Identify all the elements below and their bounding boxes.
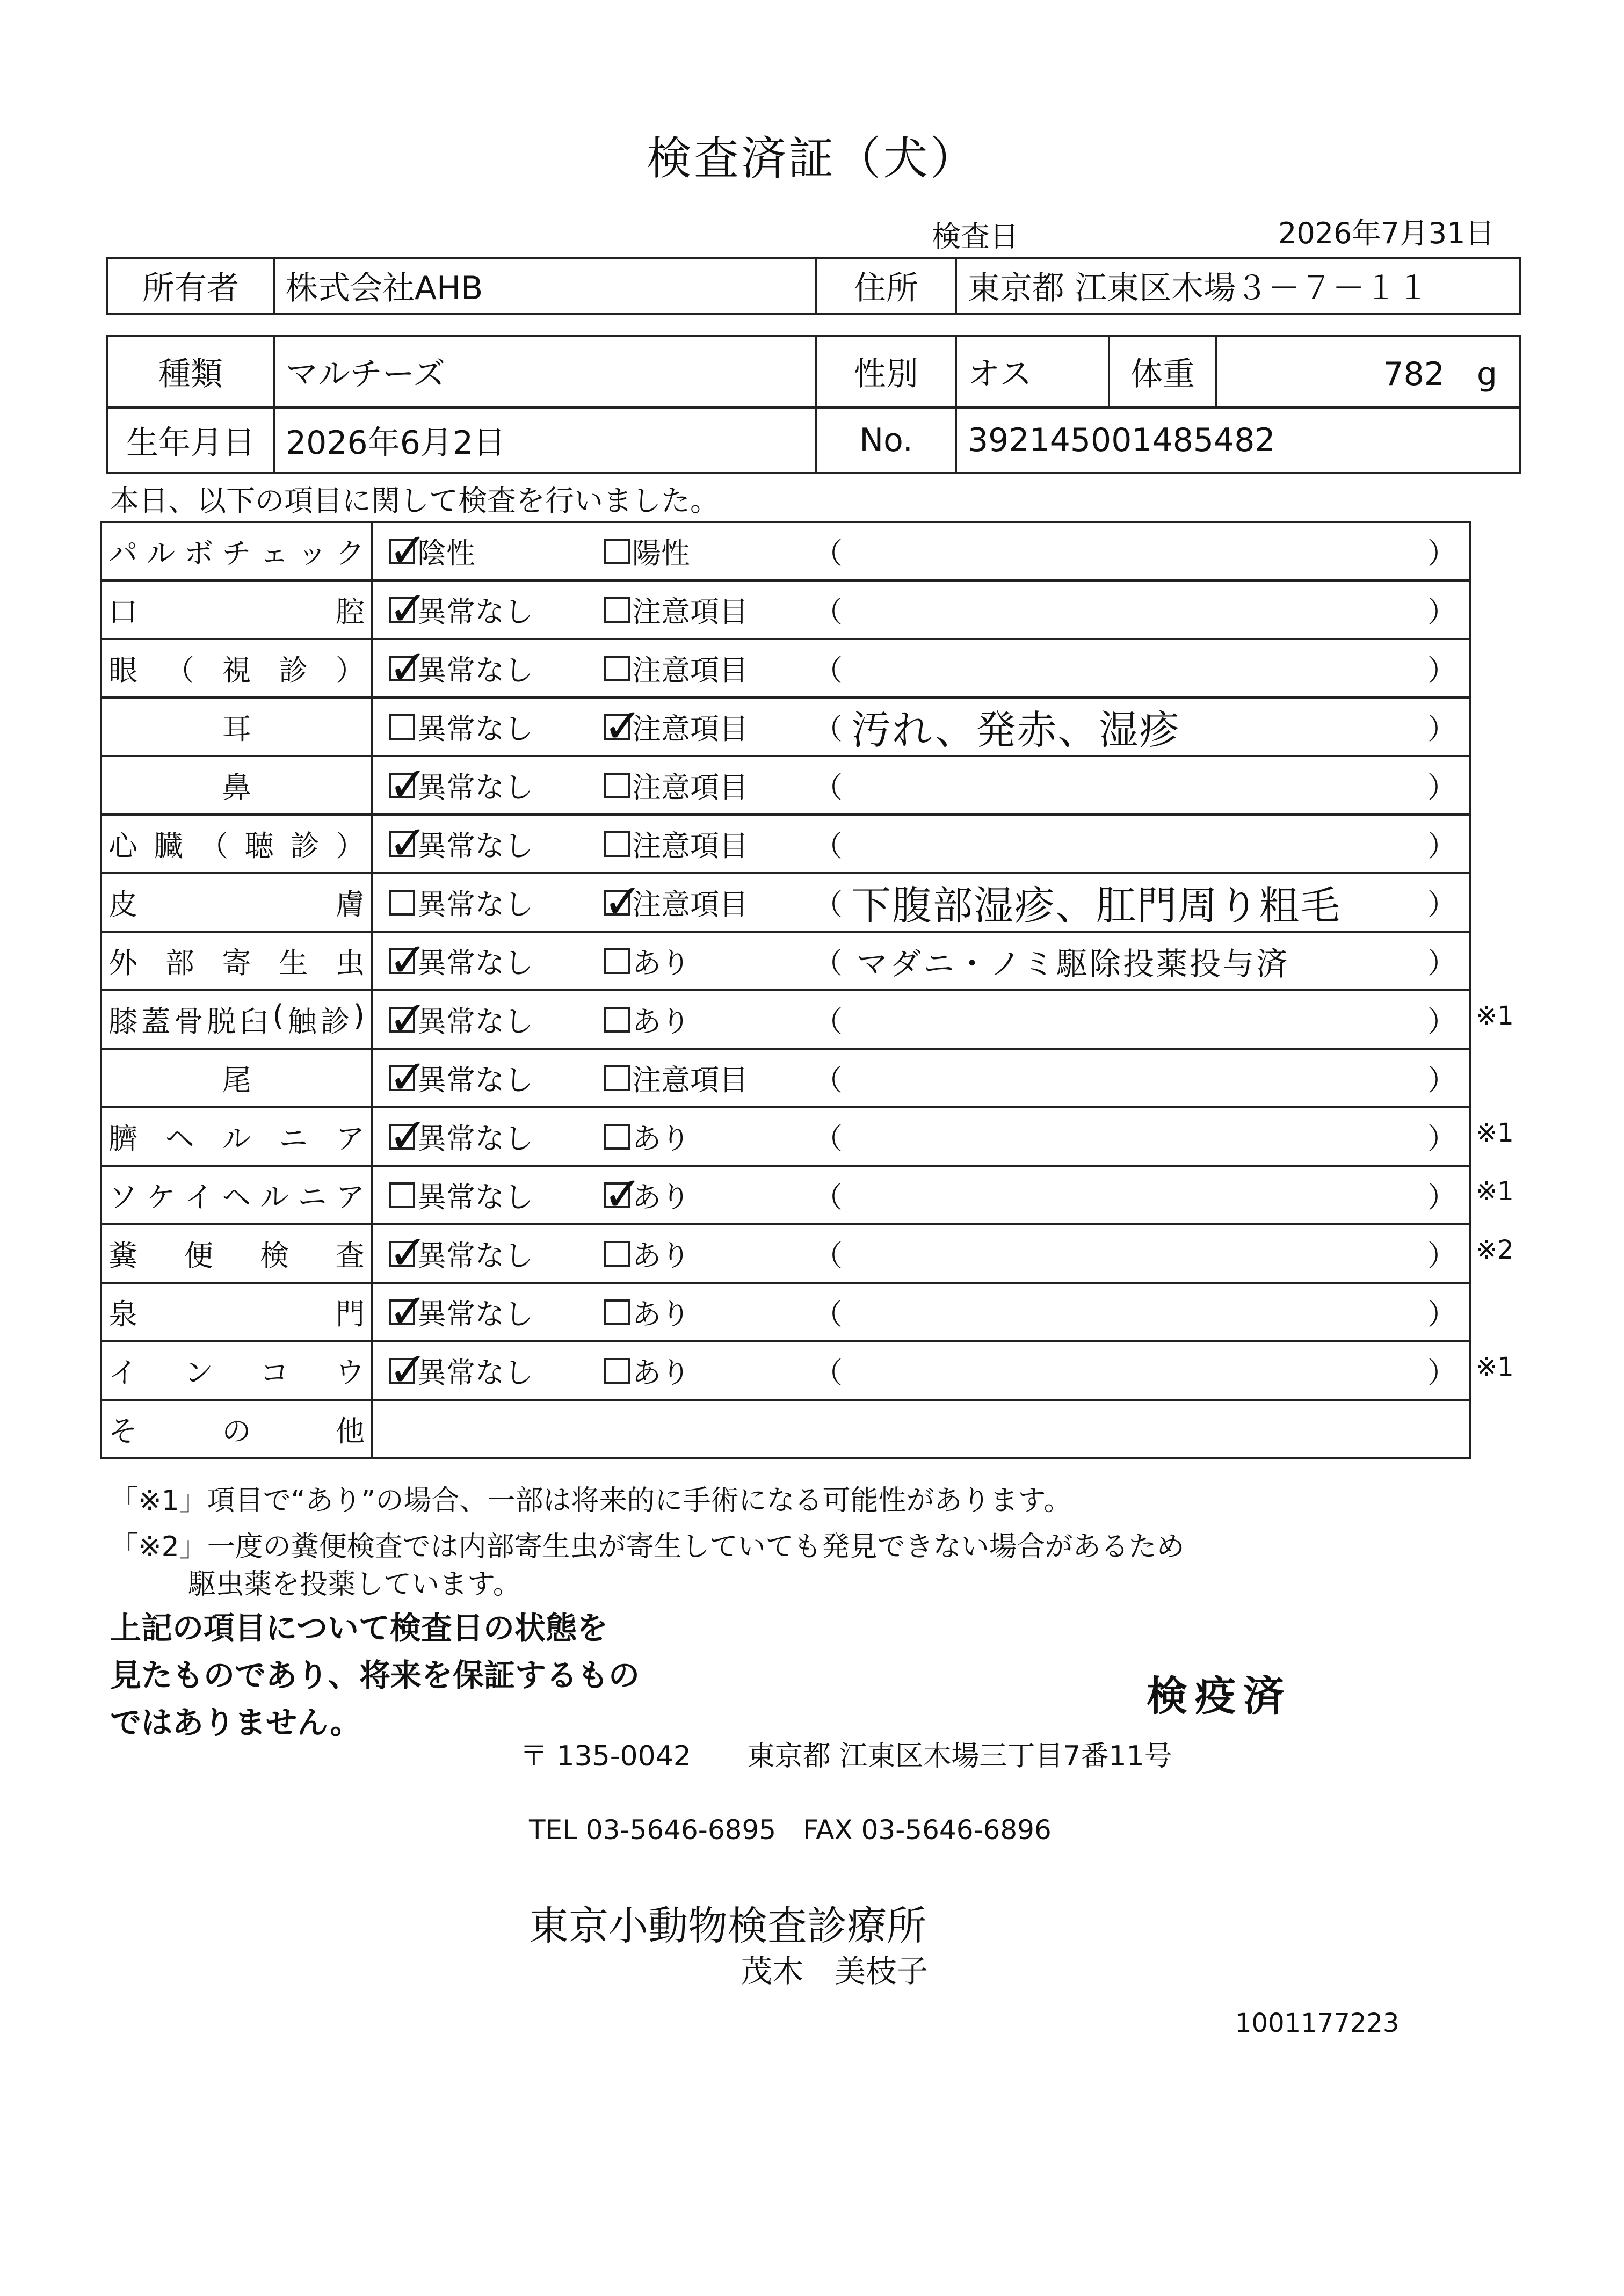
- checkbox-label: 異常なし: [417, 1356, 533, 1390]
- paren-open: （: [814, 1356, 843, 1390]
- checkmark-icon: ✓: [388, 1049, 428, 1105]
- disclaimer-line: 上記の項目について検査日の状態を: [110, 1610, 608, 1646]
- paren-close: ）: [1427, 1239, 1456, 1273]
- paren-close: ）: [1427, 1297, 1456, 1331]
- exam-item-text: 糞 便 検 査: [108, 1239, 365, 1273]
- paren-open: （: [814, 1239, 843, 1273]
- checkbox[interactable]: [604, 1065, 630, 1091]
- exam-item-text: 口 腔: [108, 595, 365, 629]
- checkbox[interactable]: [389, 890, 415, 916]
- checkbox[interactable]: [388, 1107, 428, 1163]
- checkbox-label: あり: [632, 1356, 690, 1390]
- checkbox-label: 注意項目: [632, 712, 748, 746]
- checkbox-label: 異常なし: [417, 829, 533, 863]
- exam-options: [372, 756, 1470, 815]
- exam-options: [372, 1049, 1470, 1107]
- paren-close: ）: [1427, 1180, 1456, 1214]
- checkbox[interactable]: [389, 1182, 415, 1208]
- exam-options: [372, 639, 1470, 697]
- checkbox-label: 異常なし: [417, 1063, 533, 1097]
- checkbox-option[interactable]: [604, 1116, 690, 1157]
- checkbox[interactable]: [604, 831, 630, 857]
- checkbox-label: 陰性: [417, 536, 475, 570]
- exam-row: [101, 1049, 1470, 1107]
- paren-close: ）: [1427, 1122, 1456, 1156]
- paren-open: （: [814, 946, 843, 980]
- checkbox[interactable]: [388, 932, 428, 987]
- checkbox[interactable]: [604, 656, 630, 681]
- exam-options: [372, 580, 1470, 639]
- dob-value: 2026年6月2日: [274, 408, 816, 473]
- checkbox[interactable]: [388, 1341, 428, 1397]
- checkbox-label: 注意項目: [632, 595, 748, 629]
- exam-item-text: イ ン コ ウ: [108, 1356, 365, 1390]
- checkbox-option[interactable]: [604, 1291, 690, 1333]
- other-notes-field[interactable]: [372, 1400, 1470, 1458]
- checkbox-option[interactable]: [603, 1166, 690, 1222]
- checkbox[interactable]: [388, 815, 428, 870]
- checkbox-label: 異常なし: [417, 1180, 533, 1214]
- checkbox-label: 注意項目: [632, 653, 748, 687]
- exam-row: [101, 580, 1470, 639]
- address-label: 住所: [816, 258, 956, 314]
- paren-open: （: [814, 1005, 843, 1038]
- exam-item-label: [101, 932, 372, 990]
- checkbox-option[interactable]: [603, 873, 748, 929]
- exam-row: [101, 1283, 1470, 1341]
- paren-close: ）: [1427, 1356, 1456, 1390]
- paren-close: ）: [1427, 536, 1456, 570]
- footnote-2-continued: 駆虫薬を投薬しています。: [188, 1568, 521, 1601]
- owner-label: 所有者: [107, 258, 274, 314]
- paren-open: （: [814, 1063, 843, 1097]
- side-note-mark: ※2: [1476, 1235, 1514, 1265]
- paren-close: ）: [1427, 946, 1456, 980]
- checkbox-option[interactable]: [389, 706, 533, 747]
- exam-row: [101, 873, 1470, 932]
- checkbox-option[interactable]: [604, 531, 690, 572]
- checkbox-option[interactable]: [604, 648, 748, 689]
- exam-note: マダニ・ノミ駆除投薬投与済: [857, 945, 1290, 982]
- exam-options: [372, 1224, 1470, 1283]
- exam-item-text: 皮 膚: [108, 888, 365, 921]
- exam-row: [101, 1166, 1470, 1224]
- checkbox[interactable]: [604, 597, 630, 623]
- paren-close: ）: [1427, 595, 1456, 629]
- exam-options: [372, 1166, 1470, 1224]
- page-title: 検査済証（犬）: [646, 132, 977, 185]
- checkbox-option[interactable]: [604, 1350, 690, 1391]
- checkmark-icon: ✓: [388, 1107, 428, 1163]
- paren-close: ）: [1427, 712, 1456, 746]
- owner-table: [106, 257, 1521, 315]
- checkbox-label: 異常なし: [417, 946, 533, 980]
- exam-item-label: [101, 1049, 372, 1107]
- exam-item-text: 眼 （ 視 診 ）: [108, 653, 365, 687]
- footnote-2: 「※2」一度の糞便検査では内部寄生虫が寄生していても発見できない場合があるため: [110, 1531, 1185, 1563]
- checkmark-icon: ✓: [388, 1224, 428, 1280]
- exam-row: [101, 639, 1470, 697]
- inspection-date-label: 検査日: [932, 220, 1019, 253]
- exam-item-text: 膝 蓋 骨 脱 臼 ( 触 診 ): [108, 999, 365, 1038]
- exam-item-text: パ ル ボ チ ェ ッ ク: [108, 536, 365, 570]
- exam-item-label: [101, 1400, 372, 1458]
- disclaimer: [110, 1604, 640, 1746]
- exam-item-label: [101, 873, 372, 932]
- checkbox-option[interactable]: [604, 765, 748, 806]
- address-value: 東京都 江東区木場３－７－１１: [956, 258, 1520, 314]
- exam-note: 下腹部湿疹、肛門周り粗毛: [851, 882, 1341, 929]
- checkbox[interactable]: [388, 1049, 428, 1105]
- checkbox-option[interactable]: [388, 815, 533, 870]
- paren-close: ）: [1427, 888, 1456, 921]
- paren-open: （: [814, 829, 843, 863]
- checkbox-option[interactable]: [388, 756, 533, 812]
- checkbox-option[interactable]: [604, 589, 748, 630]
- checkmark-icon: ✓: [388, 522, 428, 578]
- checkmark-icon: ✓: [388, 756, 428, 812]
- disclaimer-line: ではありません。: [110, 1704, 361, 1741]
- exam-item-label: [101, 1283, 372, 1341]
- exam-options: [372, 873, 1470, 932]
- exam-item-label: [101, 639, 372, 697]
- exam-row: [101, 1224, 1470, 1283]
- exam-item-label: [101, 522, 372, 580]
- checkbox-option[interactable]: [388, 932, 533, 987]
- paren-open: （: [814, 536, 843, 570]
- exam-item-text: そ の 他: [108, 1414, 365, 1448]
- checkbox-label: あり: [632, 1122, 690, 1156]
- paren-close: ）: [1427, 1063, 1456, 1097]
- checkmark-icon: ✓: [603, 1166, 643, 1222]
- checkbox[interactable]: [388, 1283, 428, 1339]
- weight-value: 782 g: [1216, 336, 1520, 408]
- checkbox[interactable]: [604, 1358, 630, 1384]
- document-number: 1001177223: [1235, 2008, 1400, 2038]
- checkbox-label: あり: [632, 946, 690, 980]
- no-value: 392145001485482: [956, 408, 1520, 473]
- checkbox[interactable]: [603, 697, 643, 753]
- checkbox-option[interactable]: [388, 1049, 533, 1105]
- exam-item-label: [101, 815, 372, 873]
- checkbox-label: 注意項目: [632, 829, 748, 863]
- sex-label: 性別: [816, 336, 956, 408]
- checkbox-option[interactable]: [604, 1057, 748, 1099]
- exam-options: [372, 815, 1470, 873]
- clinic-phone-fax: TEL 03-5646-6895 FAX 03-5646-6896: [529, 1814, 1052, 1845]
- checkbox[interactable]: [604, 1007, 630, 1033]
- checkmark-icon: ✓: [388, 1341, 428, 1397]
- sex-value: オス: [956, 336, 1109, 408]
- checkbox-option[interactable]: [388, 639, 533, 695]
- checkbox[interactable]: [604, 948, 630, 974]
- weight-label: 体重: [1109, 336, 1216, 408]
- checkmark-icon: ✓: [388, 1283, 428, 1339]
- side-note-mark: ※1: [1476, 1352, 1514, 1382]
- veterinarian-name: 茂木 美枝子: [741, 1953, 929, 1989]
- checkbox-label: あり: [632, 1239, 690, 1273]
- checkbox-label: 異常なし: [417, 771, 533, 804]
- exam-row: [101, 815, 1470, 873]
- breed-label: 種類: [107, 336, 274, 408]
- exam-item-label: [101, 697, 372, 756]
- footnote-1: 「※1」項目で“あり”の場合、一部は将来的に手術になる可能性があります。: [110, 1485, 1072, 1517]
- checkbox-label: 注意項目: [632, 888, 748, 921]
- checkbox-option[interactable]: [388, 1341, 533, 1397]
- exam-row-other: [101, 1400, 1470, 1458]
- animal-table: [106, 335, 1521, 474]
- disclaimer-line: 見たものであり、将来を保証するもの: [110, 1657, 640, 1694]
- paren-open: （: [814, 1180, 843, 1214]
- checkbox[interactable]: [388, 1224, 428, 1280]
- exam-options: [372, 990, 1470, 1049]
- exam-item-label: [101, 1341, 372, 1400]
- checkbox[interactable]: [604, 539, 630, 564]
- checkbox-label: 異常なし: [417, 712, 533, 746]
- checkbox-label: 陽性: [632, 536, 690, 570]
- checkbox-label: 異常なし: [417, 888, 533, 921]
- clinic-name: 東京小動物検査診療所: [529, 1903, 926, 1949]
- exam-row: [101, 932, 1470, 990]
- checkbox[interactable]: [604, 1299, 630, 1325]
- paren-close: ）: [1427, 653, 1456, 687]
- exam-row: [101, 990, 1470, 1049]
- checkbox-label: あり: [632, 1180, 690, 1214]
- exam-table: [100, 521, 1471, 1459]
- exam-item-text: 尾: [222, 1063, 251, 1097]
- checkbox[interactable]: [604, 1241, 630, 1267]
- checkbox-label: 異常なし: [417, 595, 533, 629]
- exam-options: [372, 697, 1470, 756]
- checkbox-label: 注意項目: [632, 771, 748, 804]
- paren-close: ）: [1427, 1005, 1456, 1038]
- checkbox-label: 異常なし: [417, 653, 533, 687]
- checkbox-label: 異常なし: [417, 1005, 533, 1038]
- exam-row: [101, 756, 1470, 815]
- checkbox-option[interactable]: [389, 1174, 533, 1216]
- checkmark-icon: ✓: [388, 815, 428, 870]
- checkbox[interactable]: [603, 1166, 643, 1222]
- exam-options: [372, 932, 1470, 990]
- checkbox[interactable]: [389, 714, 415, 740]
- exam-item-text: 心 臓 （ 聴 診 ）: [108, 829, 365, 863]
- checkbox-label: あり: [632, 1005, 690, 1038]
- paren-open: （: [814, 712, 843, 746]
- checkbox-option[interactable]: [388, 990, 533, 1046]
- checkmark-icon: ✓: [603, 697, 643, 753]
- exam-item-text: 泉 門: [108, 1297, 365, 1331]
- paren-open: （: [814, 653, 843, 687]
- paren-close: ）: [1427, 771, 1456, 804]
- exam-options: [372, 522, 1470, 580]
- exam-row: [101, 522, 1470, 580]
- exam-item-label: [101, 580, 372, 639]
- exam-item-label: [101, 1107, 372, 1166]
- checkbox-label: 異常なし: [417, 1297, 533, 1331]
- checkbox-option[interactable]: [388, 1283, 533, 1339]
- checkbox-option[interactable]: [604, 1233, 690, 1274]
- checkmark-icon: ✓: [388, 639, 428, 695]
- checkbox[interactable]: [388, 522, 428, 578]
- side-note-mark: ※1: [1476, 1118, 1514, 1148]
- paren-open: （: [814, 1297, 843, 1331]
- paren-open: （: [814, 888, 843, 921]
- checkbox-label: 注意項目: [632, 1063, 748, 1097]
- exam-item-text: ソ ケ イ ヘ ル ニ ア: [108, 1180, 365, 1214]
- checkbox-option[interactable]: [388, 1224, 533, 1280]
- checkbox-option[interactable]: [604, 999, 690, 1040]
- exam-item-label: [101, 990, 372, 1049]
- exam-row: [101, 1107, 1470, 1166]
- exam-item-text: 臍 ヘ ル ニ ア: [108, 1122, 365, 1156]
- owner-value: 株式会社AHB: [274, 258, 816, 314]
- checkbox[interactable]: [388, 990, 428, 1046]
- side-note-mark: ※1: [1476, 1001, 1514, 1031]
- checkmark-icon: ✓: [388, 580, 428, 636]
- clinic-address: 〒 135-0042 東京都 江東区木場三丁目7番11号: [520, 1740, 1172, 1772]
- no-label: No.: [816, 408, 956, 473]
- checkbox[interactable]: [388, 580, 428, 636]
- checkbox-option[interactable]: [388, 580, 533, 636]
- checkbox[interactable]: [388, 756, 428, 812]
- checkbox-option[interactable]: [604, 940, 690, 982]
- exam-item-label: [101, 1166, 372, 1224]
- checkbox[interactable]: [603, 873, 643, 929]
- checkmark-icon: ✓: [388, 990, 428, 1046]
- paren-open: （: [814, 595, 843, 629]
- exam-options: [372, 1107, 1470, 1166]
- checkmark-icon: ✓: [388, 932, 428, 987]
- exam-item-text: 外 部 寄 生 虫: [108, 946, 365, 980]
- checkbox-option[interactable]: [388, 1107, 533, 1163]
- checkbox-label: 異常なし: [417, 1122, 533, 1156]
- side-note-mark: ※1: [1476, 1176, 1514, 1207]
- intro-text: 本日、以下の項目に関して検査を行いました。: [110, 484, 719, 518]
- exam-item-label: [101, 756, 372, 815]
- checkbox[interactable]: [388, 639, 428, 695]
- checkbox-option[interactable]: [604, 823, 748, 864]
- dob-label: 生年月日: [107, 408, 274, 473]
- exam-item-text: 鼻: [222, 771, 251, 804]
- checkbox[interactable]: [604, 773, 630, 798]
- exam-item-text: 耳: [222, 712, 251, 746]
- checkmark-icon: ✓: [603, 873, 643, 929]
- exam-options: [372, 1283, 1470, 1341]
- inspection-date-value: 2026年7月31日: [1278, 216, 1495, 250]
- quarantine-stamp: 検疫済: [1147, 1672, 1292, 1720]
- paren-open: （: [814, 771, 843, 804]
- checkbox-option[interactable]: [389, 882, 533, 923]
- breed-value: マルチーズ: [274, 336, 816, 408]
- checkbox-option[interactable]: [603, 697, 748, 753]
- paren-close: ）: [1427, 829, 1456, 863]
- exam-item-label: [101, 1224, 372, 1283]
- exam-row: [101, 1341, 1470, 1400]
- exam-options: [372, 1341, 1470, 1400]
- checkbox[interactable]: [604, 1124, 630, 1150]
- checkbox-option[interactable]: [388, 522, 475, 578]
- exam-note: 汚れ、発赤、湿疹: [851, 707, 1180, 753]
- checkbox-label: 異常なし: [417, 1239, 533, 1273]
- checkbox-label: あり: [632, 1297, 690, 1331]
- paren-open: （: [814, 1122, 843, 1156]
- exam-row: [101, 697, 1470, 756]
